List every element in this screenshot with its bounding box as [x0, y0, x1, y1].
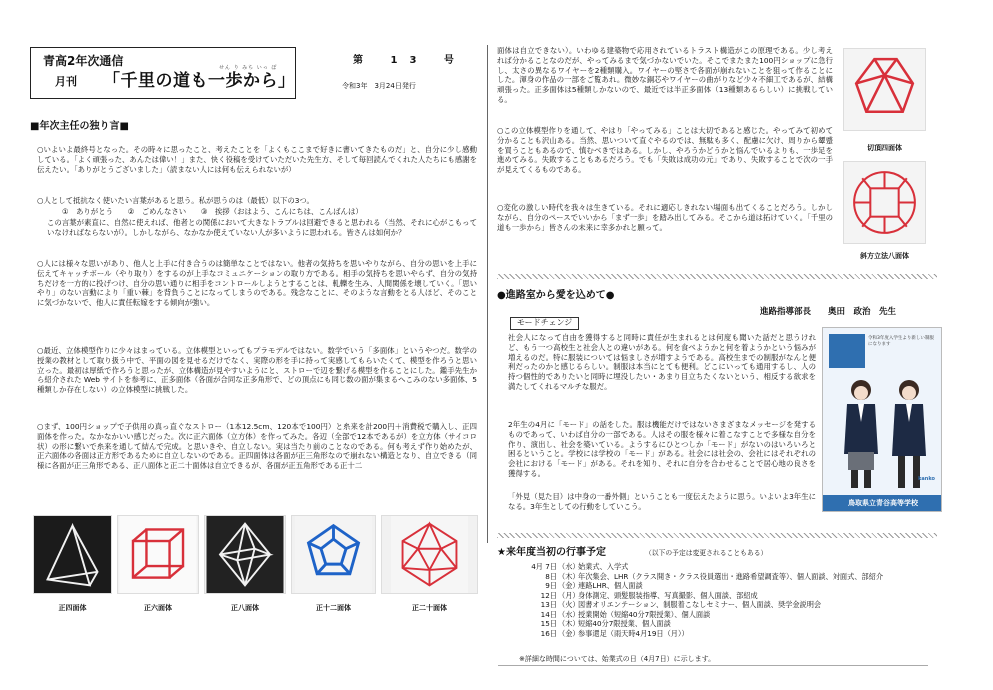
caption-cube: 正六面体 [144, 604, 172, 612]
photo-dodecahedron [291, 515, 376, 594]
career-paragraph-2: 2年生の4月に「モード」の話をした。服は機能だけではないさまざまなメッセージを発するものであって、いわば自分の一部である。人はその服を様々に着こなすことで多様な自分を作り、演出し、社会を築いている。ようするにひとつしか「モード」がないのはいろいろと困るということ。学校には学校の「モード」がある。社会には社会の、会社にはそれぞれの会社における「モード」がある。それを知り、それに自分を合わせることで居心地の良さを獲得する。 [508, 420, 816, 478]
schedule-list [511, 562, 883, 638]
student-left [844, 380, 878, 488]
newsletter-title: 「千里の道も一歩から」 [103, 71, 296, 91]
photo-rhombicuboctahedron [843, 161, 926, 244]
schedule-row: 15日 （木） 短縮40分7限授業、個人面談 [540, 619, 671, 628]
schedule-footnote: ※詳細な時間については、始業式の日（4月7日）に示します。 [519, 655, 716, 663]
chief-paragraph-3: ○人には様々な思いがあり、他人と上手に付き合うのは簡単なことではない。他者の気持ちを思いやりながら、自分の思いを上手に伝えてキャッチボール（やり取り）をするのが上手なコミュニケーションの取り方である。相手の気持ちを思いやらず、自分の気持ちだけを一方的に投げつけ、自分の思い通りに相手をコントロールしようとすることは、軋轢を生み、人間関係を壊していく。「思いやり」のない言動により「重い棘」を背負うことになってしまうのである。残念なことに、そのような言動をとる人ほど、そのことに気づかないで、他人に責任転嫁をする傾向が強い。 [37, 259, 477, 308]
uniform-poster [822, 327, 942, 512]
caption-octahedron: 正八面体 [231, 604, 259, 612]
students-illustration [823, 364, 942, 494]
masthead-box [30, 47, 296, 99]
career-paragraph-3: 「外見（見た目）は中身の一番外側」ということも一度伝えたように思う。いよいよ3年生になる。3年生としての行動をしていこう。 [508, 492, 816, 511]
caption-truncated-tetrahedron: 切頂四面体 [867, 144, 902, 152]
photo-octahedron [204, 515, 286, 594]
chief-paragraph-4: ○最近、立体模型作りに少々はまっている。立体模型といってもプラモデルではない。数学でいう「多面体」というやつだ。数学の授業の教材として取り扱う中で、平面の図を見せるだけでなく、実際の形を手に持って実感してもらいたくて、模型を作ろうと思い立った。最初は厚紙で作ろうと思ったが、立体構造が見やすいようにと、ストローで辺を繋げる模型を作ることにした。鑑手先生から紹介された Web サイトを参考に、正多面体（各面が合同な正多角形で、どの頂点にも同じ数の面が集まるへこみのない多面体、5種類しか存在しない）の立体模型に挑戦した。 [37, 346, 477, 395]
schedule-notice: （以下の予定は変更されることもある） [645, 549, 768, 557]
poster-school-name: 鳥取県立青谷高等学校 [823, 495, 942, 511]
chief-paragraph-2c: この言葉が素直に、自然に使えれば、他者との関係において大きなトラブルは回避できると思われる（当然、それに心がこもっていなければならないが）。しかしながら、なかなか使えていない人が多いように思われる。皆さんは如何か？ [47, 218, 477, 237]
mode-change-label: モードチェンジ [510, 317, 579, 330]
career-paragraph-1: 社会人になって自由を獲得すると同時に責任が生まれるとは何度も聞いた話だと思うけれど、もう一つ高校生と社会人との違いがある。何を食べようかと何を着ようかという悩みが増えるのだ。特に服装については悩ましさが増すようである。高校生までの制服がなんと便利だったのかと感じるらしい。制服は本当にとても便利。どこにいっても通用するし、人の持つ個性的でありたいと同時に埋没したい・あまり目立ちたくないという、相反する欲求を満たしてくれるマルチな服だ。 [508, 333, 816, 391]
chief-paragraph-8: ○変化の激しい時代を我々は生きている。それに適応しきれない場面も出てくることだろう。しかしながら、自分のペースでいいから「まず一歩」を踏み出してみる。そこから道は拓けていく。「千里の道も一歩から」皆さんの未来に幸多かれと願って。 [497, 203, 833, 232]
issue-number: 第 13 号 [353, 55, 466, 66]
photo-icosahedron [381, 515, 478, 594]
schedule-row: 13日 （火） 図書オリエンテーション、制服着こなしセミナー、個人面談、奨学金説明会 [540, 600, 822, 609]
newsletter-subtitle: 青高2年次通信 [43, 54, 124, 68]
poster-heading: 令和3年度入学生より新しい制服になります [868, 336, 934, 347]
schedule-row: 8日 （木） 年次集会、LHR（クラス開き・クラス役員選出・進路希望調査等）、個人面談、対面式、部紹介 [545, 571, 884, 581]
poster-badge [829, 334, 865, 368]
chief-paragraph-2a: ○人として抵抗なく使いたい言葉があると思う。私が思うのは（最低）以下の3つ。 [37, 196, 314, 205]
career-author: 進路指導部長 奥田 政治 先生 [760, 307, 897, 317]
photo-truncated-tetrahedron [843, 48, 926, 131]
section-title-chief: ■年次主任の独り言■ [30, 121, 129, 132]
schedule-row: 9日 （金） 連路LHR、個人面談 [545, 581, 643, 590]
schedule-row: 4月 7日 （水） 始業式、入学式 [531, 562, 629, 571]
chief-paragraph-1: ○いよいよ最終号となった。その時々に思ったこと、考えたことを「よくもここまで好きに書いてきたものだ」と、自分に少し感動している。「よく頑張った、あんたは偉い！」また、快く役稿を受けていただいた先生方、そして毎回読んでくれた人たちにも感謝を伝えたい。「ありがとうございました」（読まない人には何も伝えられないが） [37, 145, 477, 174]
caption-dodecahedron: 正十二面体 [316, 604, 351, 612]
hatch-divider-2 [497, 533, 937, 538]
footer-rule [498, 665, 928, 666]
photo-tetrahedron [33, 515, 112, 594]
column-divider [487, 45, 488, 543]
chief-paragraph-7: ○この立体模型作りを通して、やはり「やってみる」ことは大切であると感じた。やってみて初めて分かることも沢山ある。当然、思いついて直ぐやるのでは、無駄も多く、配慮に欠け、周りから顰蹙を買うこともあるので、慎むべきではある。しかし、やろうかどうかと悩んでいるよりも、一歩足を進めてみる。失敗することもあるだろう。でも「失敗は成功の元」であり、失敗することで次の一手が見えてくるものである。 [497, 126, 833, 175]
chief-paragraph-2b: ① ありがとう ② ごめんなさい ③ 挨拶（おはよう、こんにちは、こんばんは） [62, 207, 363, 216]
caption-rhombicuboctahedron: 斜方立法八面体 [860, 252, 909, 260]
caption-icosahedron: 正二十面体 [412, 604, 447, 612]
photo-cube [117, 515, 199, 594]
schedule-row: 14日 （水） 授業開始（短縮40分7限授業）、個人面談 [540, 609, 711, 619]
caption-tetrahedron: 正四面体 [58, 604, 87, 612]
issue-date: 令和3年 3月24日発行 [342, 82, 416, 90]
monthly-label: 月刊 [55, 75, 77, 88]
chief-paragraph-5: ○まず、100円ショップで子供用の真っ直ぐなストロー（1本12.5cm、120本で100円）と糸来を計200円＋消費税で購入し、正四面体を作った。なかなかいい感じだった。次に正六面体（立方体）を作ってみた。各辺（全部で12本であるが）を立方体（サイコロ状）の形に繋いで糸来を通して結んで完成。と思いきや、自立しない。実は当たり前のことなのである。何も考えず作り始めたが、正六面体の各面は正方形であるために自立しないのである。正四面体は各面が正三角形なので崩れない構造となり、自立できる（同様に各面が正三角形である、正八面体と正二十面体は自立できるが、各面が正五角形である正十二 [37, 422, 477, 471]
chief-paragraph-6: 面体は自立できない）。いわゆる建築物で応用されているトラスト構造がこの原理である。少し考えれば分かることなのだが、やってみるまで気づかないでいた。そこでまたまた100円ショップに急行し、太さの異なるワイヤーを2種類購入。ワイヤーの堅さで各面が崩れないことを狙って作ることにした。渾身の作品の一部をご覧あれ。微妙な銅芯やワイヤーの曲がりなど少々不細工であるが、結構頑張った。正多面体は5種類しかないので、最近では半正多面体（13種類あるらしい）に挑戦している。 [497, 46, 833, 104]
student-right [892, 380, 926, 488]
poster-logo: kanko [918, 476, 935, 482]
schedule-row: 12日 （月） 身体測定、頭髪服装指導、写真撮影、個人面談、部紹成 [540, 590, 758, 600]
schedule-title: ★来年度当初の行事予定 [497, 547, 606, 558]
section-title-career: ●進路室から愛を込めて● [497, 290, 615, 301]
title-ruby: せん り みち いっ ぽ [219, 65, 278, 71]
schedule-row: 16日 （金） 参事還足（雨天時4月19日（月）） [540, 628, 689, 638]
hatch-divider-1 [497, 274, 937, 279]
